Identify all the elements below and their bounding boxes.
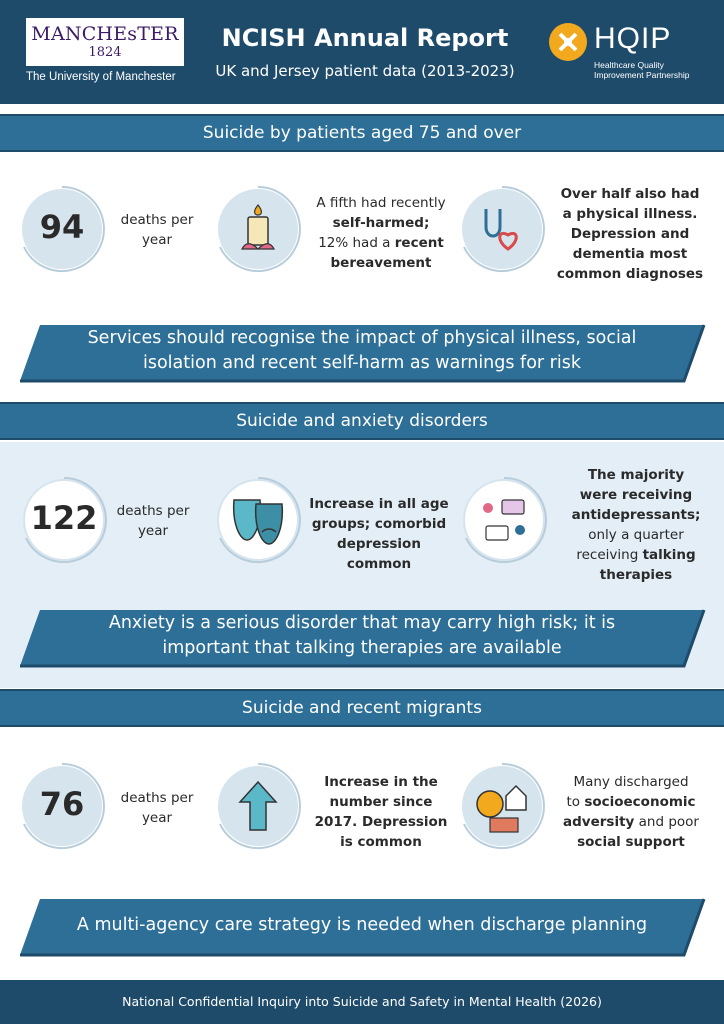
fact-line xyxy=(568,485,704,505)
banner-line: important that talking therapies are available xyxy=(162,638,562,658)
fact-bold: 2017. Depression xyxy=(314,814,448,830)
fact-line xyxy=(556,264,704,284)
fact-line xyxy=(308,812,454,832)
fact-line xyxy=(556,244,704,264)
fact-line xyxy=(308,792,454,812)
fact-line xyxy=(568,565,704,585)
banner-anxiety xyxy=(14,606,710,670)
banner-text xyxy=(38,326,686,376)
fact-line xyxy=(568,545,704,565)
fact-line xyxy=(568,465,704,485)
candle-circle xyxy=(212,183,304,275)
stat-label xyxy=(112,210,202,250)
banner-text xyxy=(38,611,686,661)
university-logo[interactable] xyxy=(26,18,184,83)
fact-bold: were receiving xyxy=(579,487,693,503)
fact-bold: common diagnoses xyxy=(556,266,704,282)
stat-label-line: year xyxy=(137,523,169,539)
fact-line xyxy=(556,812,706,832)
stat-number: 122 xyxy=(30,499,98,537)
arrow-up-icon xyxy=(212,760,304,852)
masks-circle xyxy=(212,474,304,566)
fact-line xyxy=(308,832,454,852)
fact-increase-2017 xyxy=(308,772,454,852)
stat-label-line: year xyxy=(141,810,173,826)
fact-self-harm xyxy=(306,193,456,273)
hqip-logo[interactable] xyxy=(546,20,716,84)
fact-bold: recent xyxy=(394,235,444,251)
fact-bold: Depression xyxy=(570,226,657,242)
stat-label-line: deaths per xyxy=(120,790,194,806)
fact-bold: dementia xyxy=(572,246,645,262)
hqip-word: HQIP xyxy=(594,22,672,55)
fact-socioeconomic xyxy=(556,772,706,852)
fact-bold: talking xyxy=(642,547,696,563)
hqip-subtitle xyxy=(594,60,689,80)
fact-antidepressants xyxy=(568,465,704,585)
section-title-migrants: Suicide and recent migrants xyxy=(0,689,724,727)
fact-bold: Over half also had xyxy=(560,186,700,202)
therapy-circle xyxy=(458,474,550,566)
stethoscope-circle xyxy=(456,183,548,275)
fact-plain: and poor xyxy=(634,814,699,830)
banner-elderly xyxy=(14,321,710,385)
fact-bold: comorbid xyxy=(374,516,447,532)
fact-line xyxy=(306,213,456,233)
fact-bold: adversity xyxy=(563,814,635,830)
banner-line: Services should recognise the impact of physical illness, social xyxy=(87,328,637,348)
fact-bold: therapies xyxy=(599,567,673,583)
fact-bold: self-harmed; xyxy=(332,215,430,231)
stat-label-line: year xyxy=(141,232,173,248)
fact-line xyxy=(304,534,454,554)
fact-line xyxy=(556,792,706,812)
banner-line: isolation and recent self-harm as warnings for risk xyxy=(143,353,581,373)
stat-label-line: deaths per xyxy=(116,503,190,519)
fact-bold: common xyxy=(346,556,412,572)
banner-text xyxy=(38,913,686,938)
stat-circle-anxiety xyxy=(18,474,110,566)
fact-line xyxy=(556,184,704,204)
fact-bold: antidepressants; xyxy=(571,507,701,523)
hqip-subtitle-line: Healthcare Quality xyxy=(594,60,664,70)
logo-word: MANCHEsTER xyxy=(31,23,179,45)
money-house-icon xyxy=(456,760,548,852)
stat-circle-elderly xyxy=(16,183,108,275)
fact-plain: 12% had a xyxy=(318,235,395,251)
header xyxy=(0,0,724,104)
fact-bold: most xyxy=(644,246,688,262)
fact-line xyxy=(568,505,704,525)
section-title-elderly: Suicide by patients aged 75 and over xyxy=(0,114,724,152)
logo-subtitle: The University of Manchester xyxy=(26,71,176,83)
footer: National Confidential Inquiry into Suicide and Safety in Mental Health (2026) xyxy=(0,980,724,1024)
stat-label-line: deaths per xyxy=(120,212,194,228)
fact-plain: receiving xyxy=(576,547,643,563)
fact-bold: The majority xyxy=(587,467,685,483)
stat-number: 76 xyxy=(39,785,85,823)
fact-bold: and xyxy=(656,226,690,242)
fact-line xyxy=(304,514,454,534)
banner-migrants xyxy=(14,895,710,959)
fact-line: A fifth had recently xyxy=(316,195,446,211)
fact-line xyxy=(556,204,704,224)
logo-year: 1824 xyxy=(88,45,122,60)
hqip-subtitle-line: Improvement Partnership xyxy=(594,70,690,80)
theatre-masks-icon xyxy=(212,474,304,566)
fact-bold: depression xyxy=(337,536,421,552)
fact-age-groups xyxy=(304,494,454,574)
fact-bold: Increase in the xyxy=(324,774,438,790)
section-title-anxiety: Suicide and anxiety disorders xyxy=(0,402,724,440)
page-subtitle: UK and Jersey patient data (2013-2023) xyxy=(215,62,515,80)
fact-bold: socioeconomic xyxy=(584,794,696,810)
fact-line xyxy=(306,233,456,253)
fact-bold: is common xyxy=(340,834,422,850)
stat-circle-migrants xyxy=(16,760,108,852)
fact-line: Many discharged xyxy=(573,774,689,790)
talking-therapy-icon xyxy=(458,474,550,566)
stat-label xyxy=(112,788,202,828)
fact-bold: a xyxy=(562,206,577,222)
fact-bold: groups; xyxy=(311,516,375,532)
stethoscope-heart-icon xyxy=(456,183,548,275)
hqip-emblem-icon xyxy=(546,20,590,64)
fact-bold: social support xyxy=(577,834,685,850)
arrow-circle xyxy=(212,760,304,852)
banner-line: Anxiety is a serious disorder that may carry high risk; it is xyxy=(108,613,616,633)
stat-label xyxy=(108,501,198,541)
fact-line xyxy=(304,494,454,514)
stat-number: 94 xyxy=(39,208,85,246)
money-circle xyxy=(456,760,548,852)
fact-line xyxy=(306,253,456,273)
logo-box xyxy=(26,18,184,66)
candle-icon xyxy=(212,183,304,275)
fact-line xyxy=(304,554,454,574)
fact-line xyxy=(308,772,454,792)
page-title: NCISH Annual Report xyxy=(221,24,509,52)
fact-bold: physical illness. xyxy=(576,206,698,222)
fact-bold: number since xyxy=(329,794,433,810)
banner-line: A multi-agency care strategy is needed when discharge planning xyxy=(76,915,648,935)
fact-bold: Increase in all age xyxy=(309,496,449,512)
fact-physical-illness xyxy=(556,184,704,284)
fact-line xyxy=(556,224,704,244)
fact-line: only a quarter xyxy=(588,527,684,543)
fact-bold: bereavement xyxy=(330,255,432,271)
fact-plain: to xyxy=(566,794,585,810)
fact-line xyxy=(556,832,706,852)
